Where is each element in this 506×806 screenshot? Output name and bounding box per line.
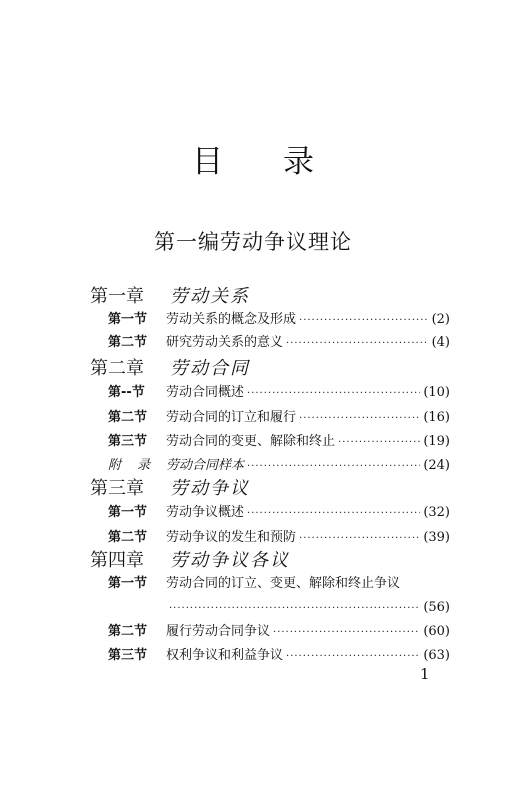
section-title: 劳动合同的订立和履行 [166,410,297,425]
section-number: 第一节 [108,505,148,520]
dot-leader [169,597,420,621]
page-ref: (60) [423,624,450,639]
chapter-number: 第四章 [90,550,144,571]
section-title: 劳动合同的变更、解除和终止 [166,434,336,449]
dot-leader [273,621,420,645]
toc-entry[interactable] [108,430,450,454]
chapter-number: 第二章 [90,358,144,379]
dot-leader [338,431,420,455]
dot-leader [286,645,420,669]
page-ref: (32) [423,505,450,520]
page-title-part1: 目 [192,144,223,180]
section-title: 劳动争议的发生和预防 [166,530,297,545]
part-title: 第一编劳动争议理论 [154,230,352,254]
section-number: 第三节 [108,434,148,449]
chapter-number: 第三章 [90,478,144,499]
dot-leader [247,455,420,479]
section-title: 权利争议和利益争议 [166,648,284,663]
toc-entry[interactable] [108,620,450,644]
section-number: 第二节 [108,624,148,639]
chapter-title: 劳动合同 [170,358,250,379]
chapter-heading [90,474,250,504]
section-title: 履行劳动合同争议 [166,624,271,639]
section-title: 研究劳动关系的意义 [166,335,284,350]
dot-leader [299,527,420,551]
section-number: 第二节 [108,410,148,425]
page-ref: (4) [431,335,450,350]
page-number: 1 [420,665,430,683]
page-ref: (39) [423,530,450,545]
section-number: 第三节 [108,648,148,663]
page-title-part2: 录 [283,144,314,180]
section-title: 劳动合同的订立、变更、解除和终止争议 [166,576,401,591]
dot-leader [299,407,420,431]
page-ref: (2) [431,312,450,327]
dot-leader [247,502,420,526]
toc-entry[interactable] [108,406,450,430]
section-number: 第一节 [108,576,148,591]
chapter-title: 劳动争议 [170,478,250,499]
toc-entry[interactable] [108,331,450,355]
chapter-title: 劳动关系 [170,286,250,307]
toc-entry[interactable] [108,308,450,332]
toc-entry[interactable] [108,572,450,596]
chapter-number: 第一章 [90,286,144,307]
page-ref: (24) [423,458,450,473]
section-title: 劳动合同样本 [166,458,245,473]
dot-leader [286,332,429,356]
toc-entry-continuation[interactable] [166,596,450,620]
toc-entry[interactable] [108,644,450,668]
page-ref: (63) [423,648,450,663]
page-ref: (10) [423,385,450,400]
section-title: 劳动争议概述 [166,505,245,520]
chapter-title: 劳动争议各议 [170,550,290,571]
page-ref: (56) [423,600,450,615]
section-number: 第二节 [108,335,148,350]
dot-leader [247,382,420,406]
chapter-heading [90,354,250,384]
section-number: 第--节 [108,385,145,400]
toc-entry[interactable] [108,381,450,405]
appendix-label: 附 录 [108,458,157,473]
page-title [0,142,506,182]
section-title: 劳动关系的概念及形成 [166,312,297,327]
section-title: 劳动合同概述 [166,385,245,400]
page-ref: (19) [423,434,450,449]
dot-leader [299,309,429,333]
page-ref: (16) [423,410,450,425]
section-number: 第二节 [108,530,148,545]
section-number: 第一节 [108,312,148,327]
toc-entry[interactable] [108,501,450,525]
